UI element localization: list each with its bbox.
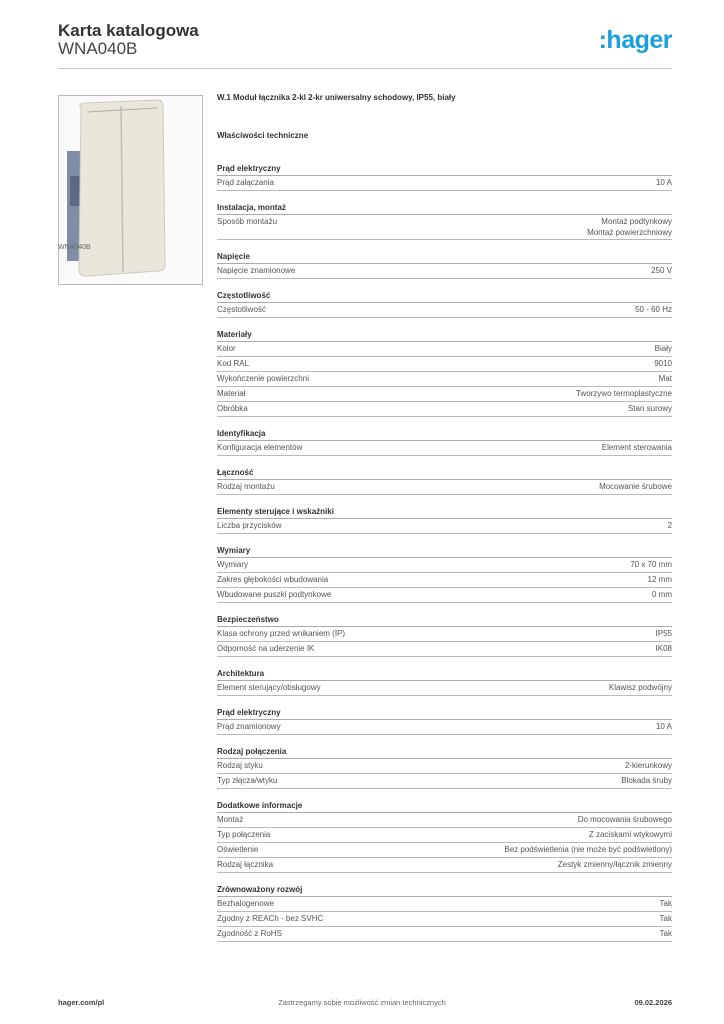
spec-row: [217, 519, 672, 534]
spec-value: Mat: [658, 374, 672, 383]
spec-row: [217, 627, 672, 642]
spec-section: [217, 744, 672, 789]
spec-row: [217, 897, 672, 912]
spec-section: [217, 705, 672, 735]
spec-label: Kod RAL: [217, 359, 250, 368]
spec-value: Stan surowy: [627, 404, 672, 413]
spec-row: [217, 387, 672, 402]
spec-label: Typ złącza/wtyku: [217, 776, 278, 785]
spec-label: Element sterujący/obsługowy: [217, 683, 321, 692]
spec-value: Tak: [659, 929, 672, 938]
footer-site[interactable]: hager.com/pl: [58, 998, 105, 1007]
spec-label: Kolor: [217, 344, 236, 353]
spec-label: Zakres głębokości wbudowania: [217, 575, 329, 584]
spec-section: [217, 465, 672, 495]
spec-label: Sposób montażu: [217, 217, 278, 226]
section-heading: Zrównoważony rozwój: [217, 882, 672, 897]
spec-row: [217, 303, 672, 318]
spec-value: 70 x 70 mm: [630, 560, 672, 569]
spec-label: Prąd załączania: [217, 178, 274, 187]
spec-value: 250 V: [651, 266, 672, 275]
spec-row: [217, 176, 672, 191]
section-heading: Bezpieczeństwo: [217, 612, 672, 627]
section-heading: Dodatkowe informacje: [217, 798, 672, 813]
spec-label: Rodzaj styku: [217, 761, 263, 770]
spec-row: [217, 441, 672, 456]
spec-value: Blokada śruby: [621, 776, 672, 785]
spec-value: Zestyk zmienny/łącznik zmienny: [557, 860, 672, 869]
spec-section: [217, 543, 672, 603]
product-code: WNA040B: [58, 39, 138, 58]
spec-section: [217, 200, 672, 240]
properties-heading: Właściwości techniczne: [217, 131, 309, 140]
spec-value: Montaż podtynkowy Montaż powierzchniowy: [587, 217, 672, 237]
spec-label: Zgodny z REACh - bez SVHC: [217, 914, 324, 923]
spec-section: [217, 249, 672, 279]
spec-row: [217, 588, 672, 603]
section-heading: Prąd elektryczny: [217, 161, 672, 176]
spec-label: Oświetlenie: [217, 845, 259, 854]
hager-logo: :hager: [598, 26, 672, 54]
spec-section: [217, 666, 672, 696]
section-heading: Napięcie: [217, 249, 672, 264]
spec-value: Biały: [654, 344, 672, 353]
section-heading: Identyfikacja: [217, 426, 672, 441]
spec-content: [217, 93, 672, 951]
section-heading: Elementy sterujące i wskaźniki: [217, 504, 672, 519]
spec-label: Montaż: [217, 815, 244, 824]
spec-value: 0 mm: [652, 590, 672, 599]
section-heading: Prąd elektryczny: [217, 705, 672, 720]
spec-row: [217, 642, 672, 657]
section-heading: Łączność: [217, 465, 672, 480]
spec-section: [217, 426, 672, 456]
spec-value: Bez podświetlenia (nie może być podświetlony): [504, 845, 672, 854]
spec-row: [217, 681, 672, 696]
spec-label: Typ połączenia: [217, 830, 271, 839]
spec-row: [217, 843, 672, 858]
spec-sections: [217, 161, 672, 942]
spec-row: [217, 215, 672, 240]
spec-value: 50 - 60 Hz: [635, 305, 672, 314]
spec-value: Tworzywo termoplastyczne: [575, 389, 672, 398]
section-heading: Rodzaj połączenia: [217, 744, 672, 759]
spec-row: [217, 342, 672, 357]
spec-row: [217, 858, 672, 873]
spec-label: Liczba przycisków: [217, 521, 282, 530]
spec-value: 12 mm: [647, 575, 672, 584]
spec-section: [217, 504, 672, 534]
spec-row: [217, 264, 672, 279]
spec-row: [217, 774, 672, 789]
spec-label: Wykończenie powierzchni: [217, 374, 309, 383]
spec-label: Odporność na uderzenie IK: [217, 644, 315, 653]
section-heading: Wymiary: [217, 543, 672, 558]
spec-label: Klasa ochrony przed wnikaniem (IP): [217, 629, 346, 638]
section-heading: Architektura: [217, 666, 672, 681]
spec-label: Rodzaj montażu: [217, 482, 275, 491]
spec-section: [217, 327, 672, 417]
spec-label: Bezhalogenowe: [217, 899, 274, 908]
product-image: [58, 95, 203, 285]
spec-row: [217, 372, 672, 387]
spec-value: Tak: [659, 899, 672, 908]
spec-section: [217, 612, 672, 657]
spec-label: Obróbka: [217, 404, 248, 413]
footer-date: 09.02.2026: [634, 998, 672, 1007]
spec-value: 10 A: [655, 178, 672, 187]
spec-value: IK08: [655, 644, 672, 653]
spec-label: Wymiary: [217, 560, 249, 569]
product-name: W.1 Moduł łącznika 2-kl 2-kr uniwersalny schodowy, IP55, biały: [217, 93, 456, 102]
spec-row: [217, 828, 672, 843]
header-divider: [58, 68, 672, 69]
spec-section: [217, 288, 672, 318]
spec-value: Z zaciskami wtykowymi: [588, 830, 672, 839]
spec-label: Rodzaj łącznika: [217, 860, 274, 869]
spec-value: Element sterowania: [601, 443, 672, 452]
footer-note: Zastrzegamy sobie możliwość zmian technicznych: [278, 998, 446, 1007]
spec-value: Do mocowania śrubowego: [577, 815, 672, 824]
spec-label: Wbudowane puszki podtynkowe: [217, 590, 332, 599]
spec-row: [217, 759, 672, 774]
spec-label: Materiał: [217, 389, 246, 398]
spec-value: 9010: [654, 359, 672, 368]
spec-row: [217, 927, 672, 942]
spec-row: [217, 912, 672, 927]
spec-section: [217, 798, 672, 873]
document-title: Karta katalogowa: [58, 21, 199, 40]
spec-label: Częstotliwość: [217, 305, 266, 314]
spec-section: [217, 161, 672, 191]
spec-value: IP55: [655, 629, 672, 638]
spec-value: 2-kierunkowy: [624, 761, 672, 770]
section-heading: Częstotliwość: [217, 288, 672, 303]
spec-value: Mocowanie śrubowe: [599, 482, 672, 491]
spec-value: 10 A: [655, 722, 672, 731]
spec-row: [217, 402, 672, 417]
spec-label: Napięcie znamionowe: [217, 266, 296, 275]
spec-label: Konfiguracja elementów: [217, 443, 303, 452]
spec-value: Tak: [659, 914, 672, 923]
spec-value: Klawisz podwójny: [608, 683, 672, 692]
section-heading: Instalacja, montaż: [217, 200, 672, 215]
spec-row: [217, 813, 672, 828]
spec-row: [217, 573, 672, 588]
spec-row: [217, 558, 672, 573]
spec-row: [217, 357, 672, 372]
spec-label: Prąd znamionowy: [217, 722, 281, 731]
spec-label: Zgodność z RoHS: [217, 929, 282, 938]
spec-section: [217, 882, 672, 942]
image-caption: WNA040B: [58, 244, 91, 251]
spec-value: 2: [667, 521, 672, 530]
spec-row: [217, 720, 672, 735]
spec-row: [217, 480, 672, 495]
section-heading: Materiały: [217, 327, 672, 342]
